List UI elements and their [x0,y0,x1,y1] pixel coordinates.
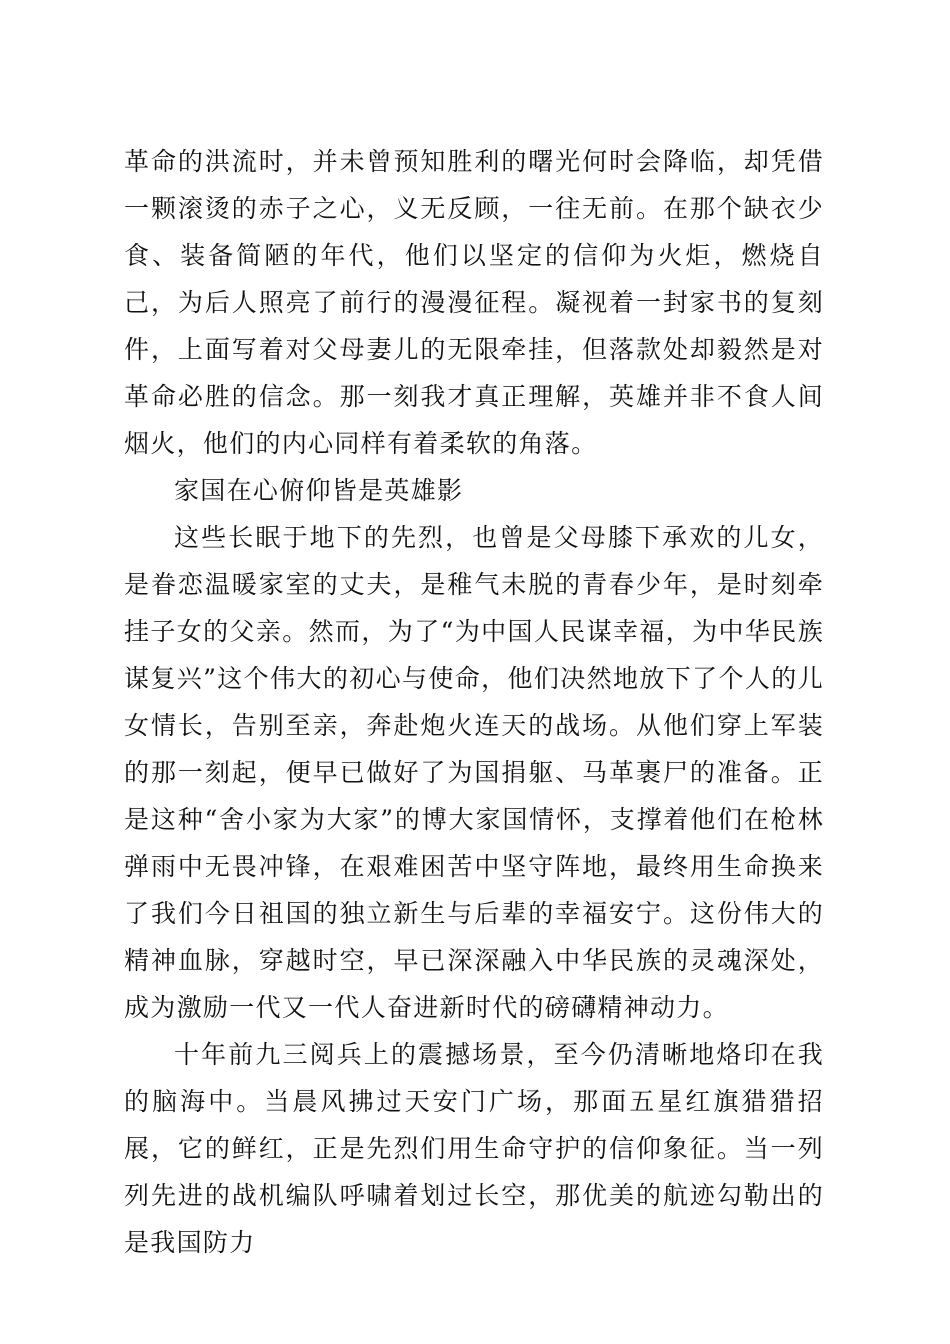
document-body [124,138,824,1266]
section-heading: 家国在心俯仰皆是英雄影 [174,476,464,505]
paragraph-parade-memory: 十年前九三阅兵上的震撼场景，至今仍清晰地烙印在我的脑海中。当晨风拂过天安门广场，那面五星红旗猎猎招展，它的鲜红，正是先烈们用生命守护的信仰象征。当一列列先进的战机编队呼啸着划过长空，那优美的航迹勾勒出的是我国防力 [124,1040,824,1257]
paragraph-revolution-flood: 革命的洪流时，并未曾预知胜利的曙光何时会降临，却凭借一颗滚烫的赤子之心，义无反顾，一往无前。在那个缺衣少食、装备简陋的年代，他们以坚定的信仰为火炬，燃烧自己，为后人照亮了前行的漫漫征程。凝视着一封家书的复刻件，上面写着对父母妻儿的无限牵挂，但落款处却毅然是对革命必胜的信念。那一刻我才真正理解，英雄并非不食人间烟火，他们的内心同样有着柔软的角落。 [124,147,824,458]
paragraph-martyrs-family: 这些长眠于地下的先烈，也曾是父母膝下承欢的儿女，是眷恋温暖家室的丈夫，是稚气未脱的青春少年，是时刻牵挂子女的父亲。然而，为了“为中国人民谋幸福，为中华民族谋复兴”这个伟大的初心与使命，他们决然地放下了个人的儿女情长，告别至亲，奔赴炮火连天的战场。从他们穿上军装的那一刻起，便早已做好了为国捐躯、马革裹尸的准备。正是这种“舍小家为大家”的博大家国情怀，支撑着他们在枪林弹雨中无畏冲锋，在艰难困苦中坚守阵地，最终用生命换来了我们今日祖国的独立新生与后辈的幸福安宁。这份伟大的精神血脉，穿越时空，早已深深融入中华民族的灵魂深处，成为激励一代又一代人奋进新时代的磅礴精神动力。 [124,523,824,1022]
